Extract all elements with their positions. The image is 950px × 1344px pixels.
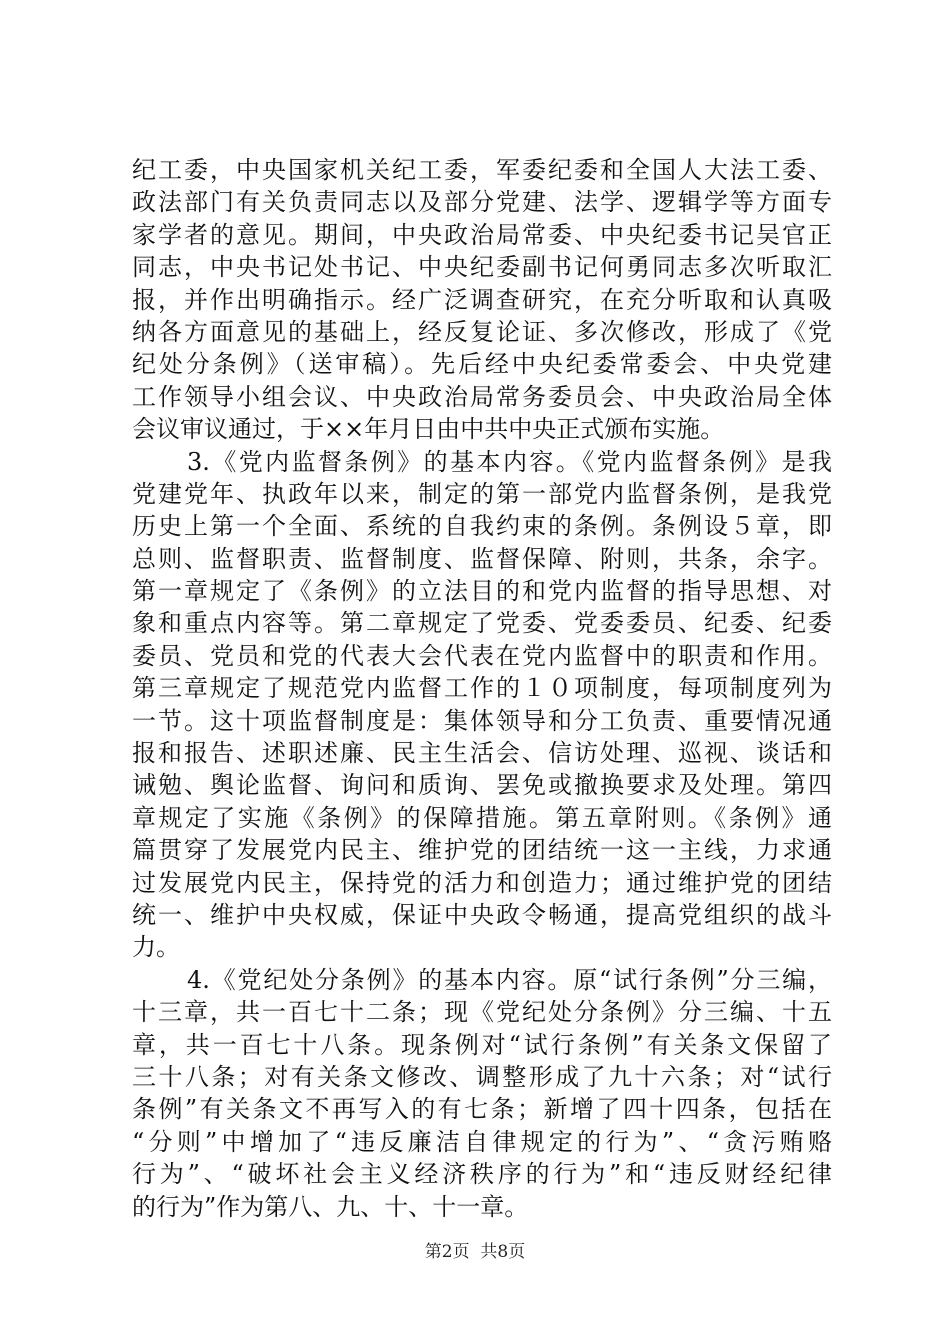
text-line: 会议审议通过，于××年月日由中共中央正式颁布实施。 — [132, 415, 725, 444]
paragraph-start-line: 4.《党纪处分条例》的基本内容。原“试行条例”分三编， — [187, 965, 832, 994]
page-footer — [0, 1240, 950, 1264]
text-line: 政法部门有关负责同志以及部分党建、法学、逻辑学等方面专 — [132, 188, 832, 217]
text-line: 象和重点内容等。第二章规定了党委、党委委员、纪委、纪委 — [132, 609, 832, 638]
text-line: 诫勉、舆论监督、询问和质询、罢免或撤换要求及处理。第四 — [132, 771, 832, 800]
text-line: 党建党年、执政年以来，制定的第一部党内监督条例，是我党 — [132, 479, 832, 508]
text-line: 第一章规定了《条例》的立法目的和党内监督的指导思想、对 — [132, 577, 832, 606]
text-line: 一节。这十项监督制度是：集体领导和分工负责、重要情况通 — [132, 706, 832, 735]
text-line: 十三章，共一百七十二条；现《党纪处分条例》分三编、十五 — [132, 998, 832, 1027]
text-line: 总则、监督职责、监督制度、监督保障、附则，共条，余字。 — [132, 544, 832, 573]
text-line: 工作领导小组会议、中央政治局常务委员会、中央政治局全体 — [132, 382, 832, 411]
page-number-label: 第2页 共8页 — [424, 1242, 526, 1262]
text-line: 委员、党员和党的代表大会代表在党内监督中的职责和作用。 — [132, 641, 832, 670]
text-line: 行为”、“破坏社会主义经济秩序的行为”和“违反财经纪律 — [132, 1160, 832, 1189]
text-line: 家学者的意见。期间，中央政治局常委、中央纪委书记吴官正 — [132, 220, 832, 249]
text-line: 统一、维护中央权威，保证中央政令畅通，提高党组织的战斗 — [132, 900, 832, 929]
text-line: “分则”中增加了“违反廉洁自律规定的行为”、“贪污贿赂 — [132, 1127, 832, 1156]
text-line: 篇贯穿了发展党内民主、维护党的团结统一这一主线，力求通 — [132, 836, 832, 865]
text-line: 条例”有关条文不再写入的有七条；新增了四十四条，包括在 — [132, 1095, 832, 1124]
paragraph-start-line: 3.《党内监督条例》的基本内容。《党内监督条例》是我 — [187, 447, 832, 476]
text-line: 纪处分条例》（送审稿）。先后经中央纪委常委会、中央党建 — [132, 350, 832, 379]
text-line: 的行为”作为第八、九、十、十一章。 — [132, 1192, 529, 1221]
text-line: 第三章规定了规范党内监督工作的１０项制度，每项制度列为 — [132, 674, 832, 703]
text-line: 三十八条；对有关条文修改、调整形成了九十六条；对“试行 — [132, 1062, 832, 1091]
text-line: 章，共一百七十八条。现条例对“试行条例”有关条文保留了 — [132, 1030, 832, 1059]
text-line: 纪工委，中央国家机关纪工委，军委纪委和全国人大法工委、 — [132, 156, 832, 184]
text-line: 报和报告、述职述廉、民主生活会、信访处理、巡视、谈话和 — [132, 739, 832, 768]
text-line: 报，并作出明确指示。经广泛调查研究，在充分听取和认真吸 — [132, 285, 832, 314]
text-line: 纳各方面意见的基础上，经反复论证、多次修改，形成了《党 — [132, 317, 832, 346]
text-line: 章规定了实施《条例》的保障措施。第五章附则。《条例》通 — [132, 803, 832, 832]
text-line: 过发展党内民主，保持党的活力和创造力；通过维护党的团结 — [132, 868, 832, 897]
text-line: 同志，中央书记处书记、中央纪委副书记何勇同志多次听取汇 — [132, 253, 832, 282]
body-text — [132, 154, 832, 1223]
text-line: 历史上第一个全面、系统的自我约束的条例。条例设５章，即 — [132, 512, 832, 541]
text-line: 力。 — [132, 933, 180, 962]
